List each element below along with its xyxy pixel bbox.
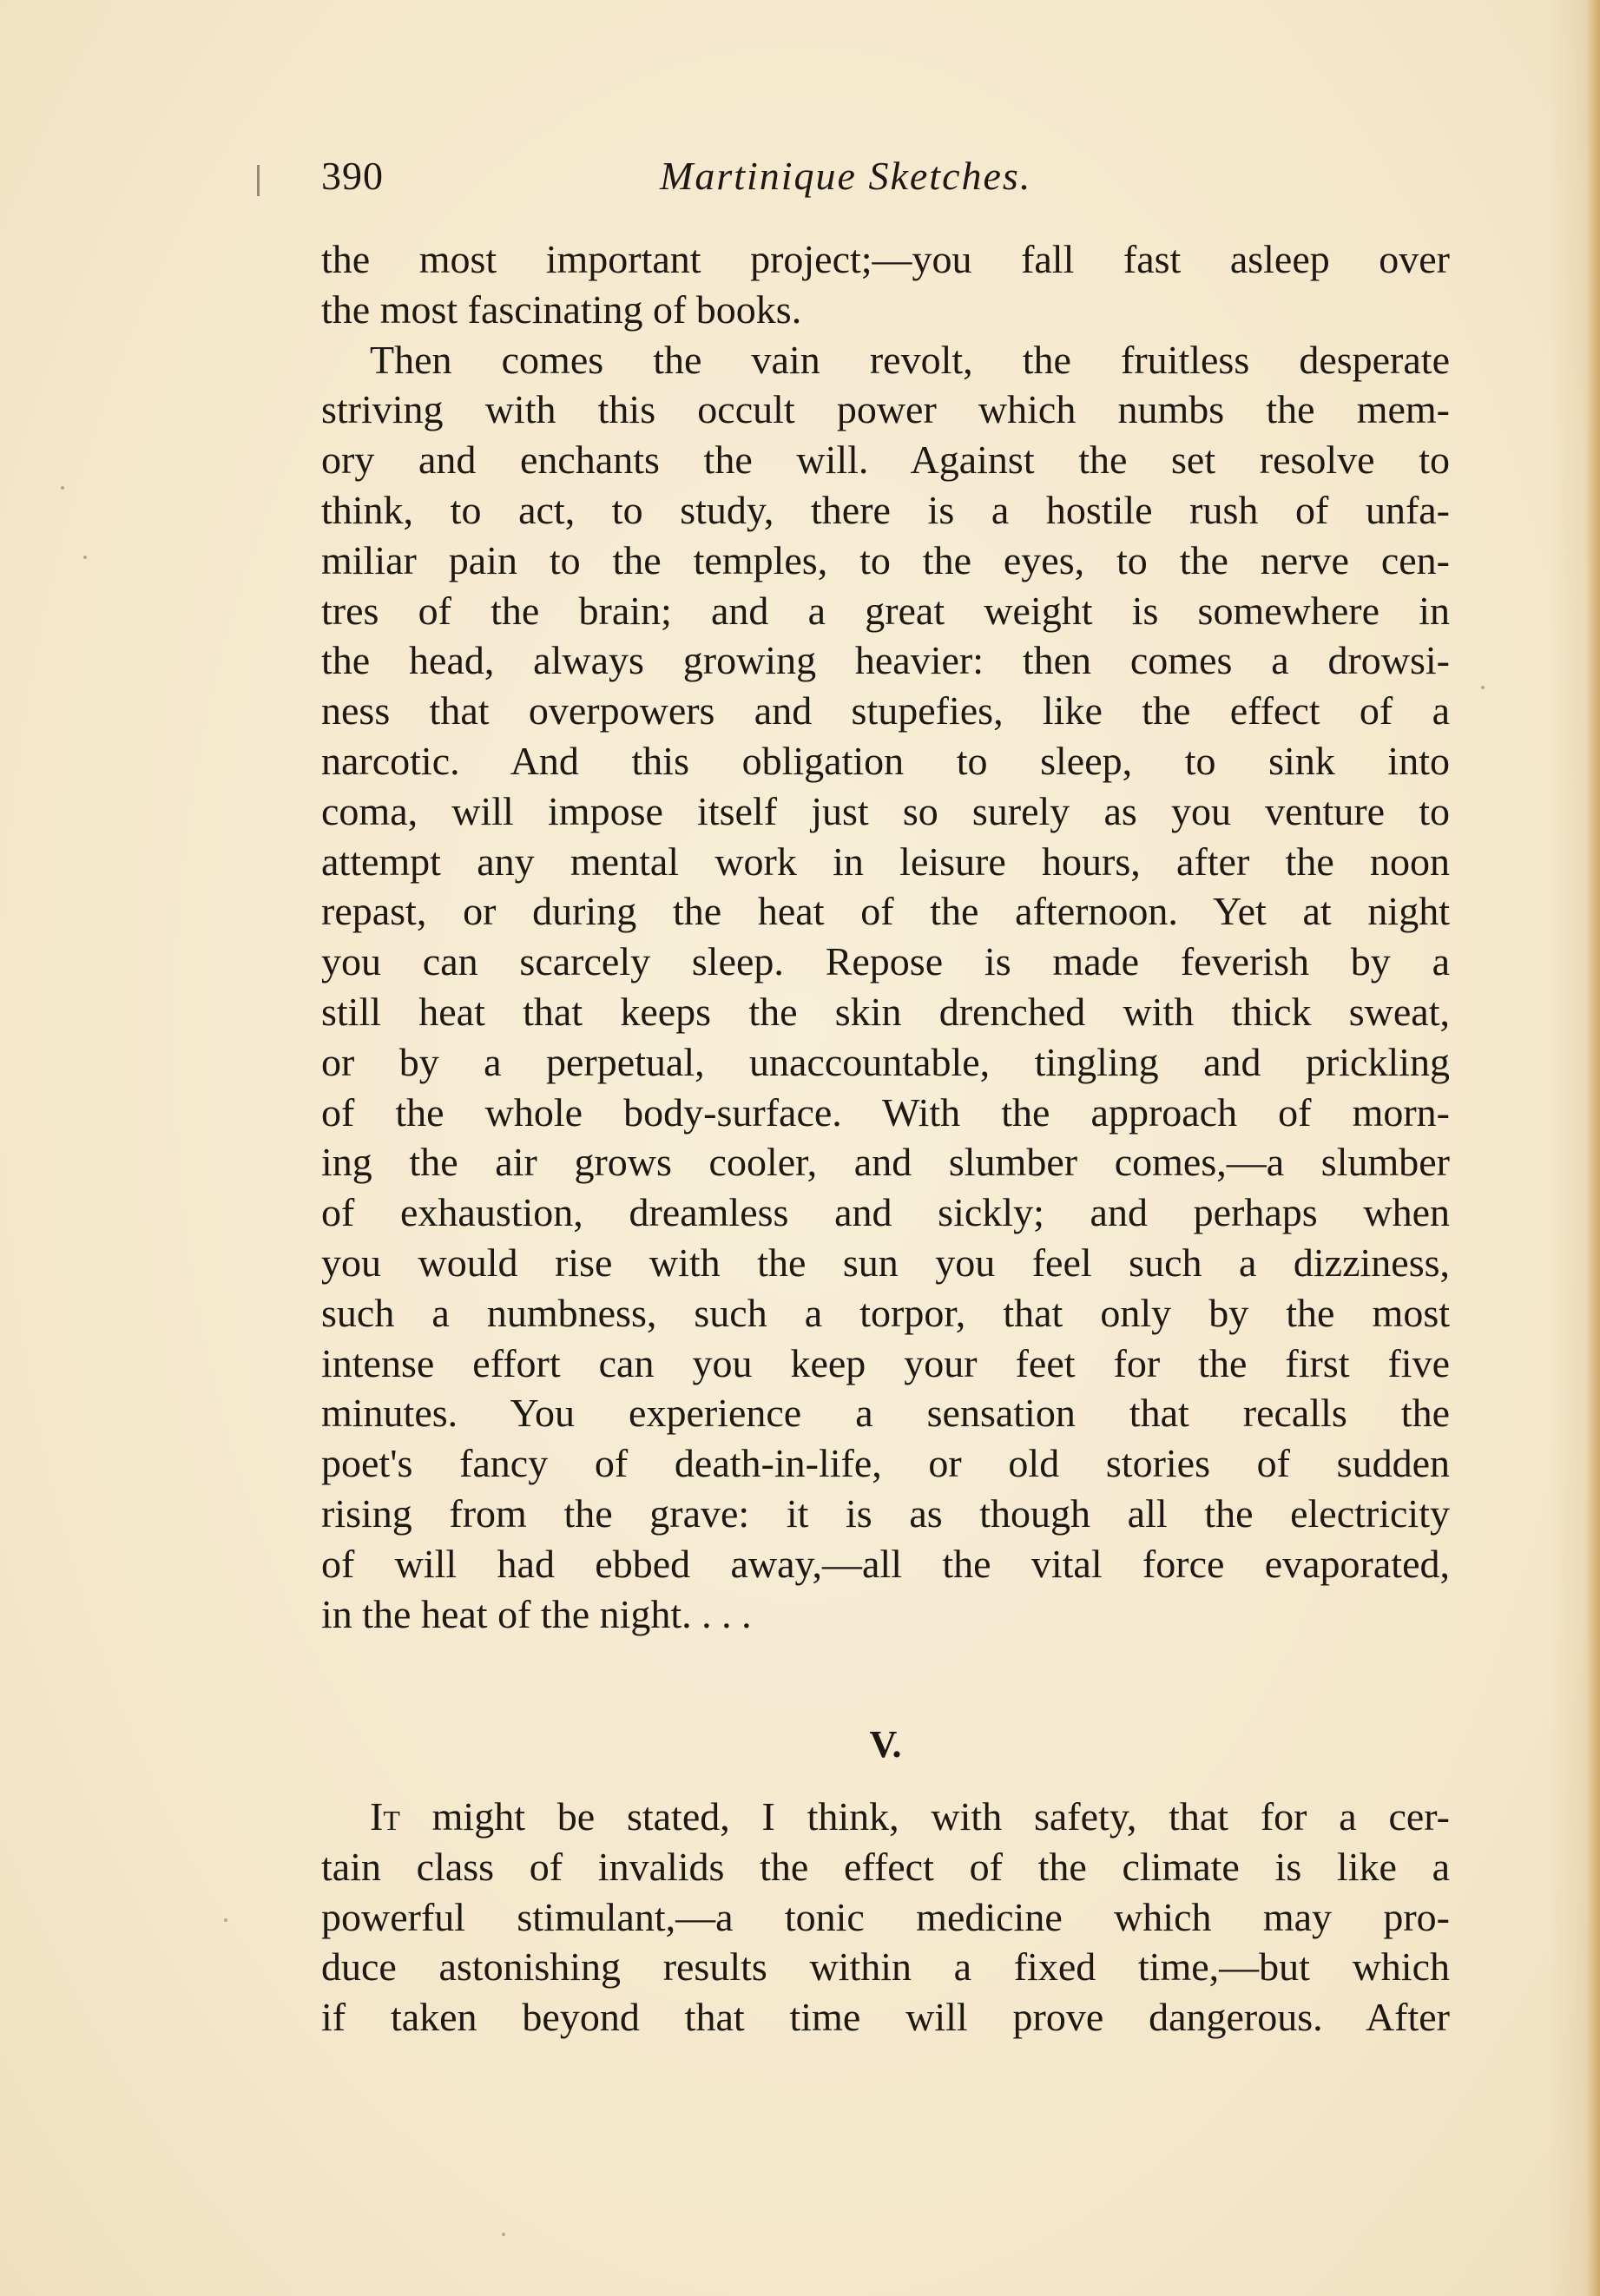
text-line: Then comes the vain revolt, the fruitless desperate bbox=[370, 337, 1450, 382]
section-heading: V. bbox=[869, 1723, 902, 1766]
text-line: in the heat of the night. . . . bbox=[321, 1591, 752, 1636]
margin-mark bbox=[257, 165, 260, 196]
paper-speck bbox=[61, 486, 64, 490]
text-line: such a numbness, such a torpor, that only by the most bbox=[321, 1290, 1450, 1335]
text-line: poet's fancy of death-in-life, or old stories of sudden bbox=[321, 1441, 1450, 1486]
paper-speck bbox=[502, 2233, 505, 2236]
text-line: minutes. You experience a sensation that recalls the bbox=[321, 1391, 1450, 1436]
text-line: you would rise with the sun you feel such a dizziness, bbox=[321, 1240, 1450, 1285]
text-line bbox=[321, 1792, 1450, 1842]
text-line: striving with this occult power which numbs the mem- bbox=[321, 387, 1450, 432]
paper-speck bbox=[224, 1918, 227, 1922]
text-line: coma, will impose itself just so surely as you venture to bbox=[321, 788, 1450, 833]
text-line: repast, or during the heat of the afternoon. Yet at night bbox=[321, 889, 1450, 934]
text-line: the head, always growing heavier: then comes a drowsi- bbox=[321, 638, 1450, 683]
text-line: duce astonishing results within a fixed time,—but which bbox=[321, 1944, 1450, 1990]
body-text-section-v bbox=[321, 1792, 1450, 2043]
text-line: or by a perpetual, unaccountable, tingling and prickling bbox=[321, 1039, 1450, 1084]
text-line: powerful stimulant,—a tonic medicine which may pro- bbox=[321, 1894, 1450, 1939]
page-edge-shadow bbox=[1588, 0, 1600, 2296]
text-line: narcotic. And this obligation to sleep, to sink into bbox=[321, 738, 1450, 783]
text-line: ing the air grows cooler, and slumber comes,—a slumber bbox=[321, 1140, 1450, 1185]
text-line: you can scarcely sleep. Repose is made feverish by a bbox=[321, 939, 1450, 984]
text-line: attempt any mental work in leisure hours, after the noon bbox=[321, 839, 1450, 884]
text-line: tres of the brain; and a great weight is somewhere in bbox=[321, 588, 1450, 633]
text-line: ory and enchants the will. Against the set resolve to bbox=[321, 437, 1450, 483]
text-line: if taken beyond that time will prove dangerous. After bbox=[321, 1995, 1450, 2040]
text-line: think, to act, to study, there is a hostile rush of unfa- bbox=[321, 487, 1450, 532]
paper-speck bbox=[83, 556, 87, 559]
text-line: the most fascinating of books. bbox=[321, 286, 802, 332]
text-line: of will had ebbed away,—all the vital force evaporated, bbox=[321, 1541, 1450, 1586]
text-line: of exhaustion, dreamless and sickly; and perhaps when bbox=[321, 1190, 1450, 1235]
drop-word: It bbox=[370, 1794, 400, 1839]
text-line: still heat that keeps the skin drenched with thick sweat, bbox=[321, 989, 1450, 1034]
text-line: miliar pain to the temples, to the eyes, to the nerve cen- bbox=[321, 537, 1450, 582]
text-line: ness that overpowers and stupefies, like the effect of a bbox=[321, 688, 1450, 734]
text-line: rising from the grave: it is as though all the electricity bbox=[321, 1490, 1450, 1536]
text-line: the most important project;—you fall fast asleep over bbox=[321, 237, 1450, 281]
paper-speck bbox=[1481, 686, 1485, 689]
body-text bbox=[321, 234, 1450, 1639]
page-header bbox=[321, 146, 1450, 207]
text-line: tain class of invalids the effect of the climate is like a bbox=[321, 1844, 1450, 1889]
running-title: Martinique Sketches. bbox=[660, 154, 1032, 198]
text-line: intense effort can you keep your feet for the first five bbox=[321, 1340, 1450, 1385]
page-number: 390 bbox=[321, 154, 384, 198]
first-line-rest: might be stated, I think, with safety, that for a cer- bbox=[399, 1794, 1450, 1839]
text-line: of the whole body-surface. With the approach of morn- bbox=[321, 1089, 1450, 1135]
